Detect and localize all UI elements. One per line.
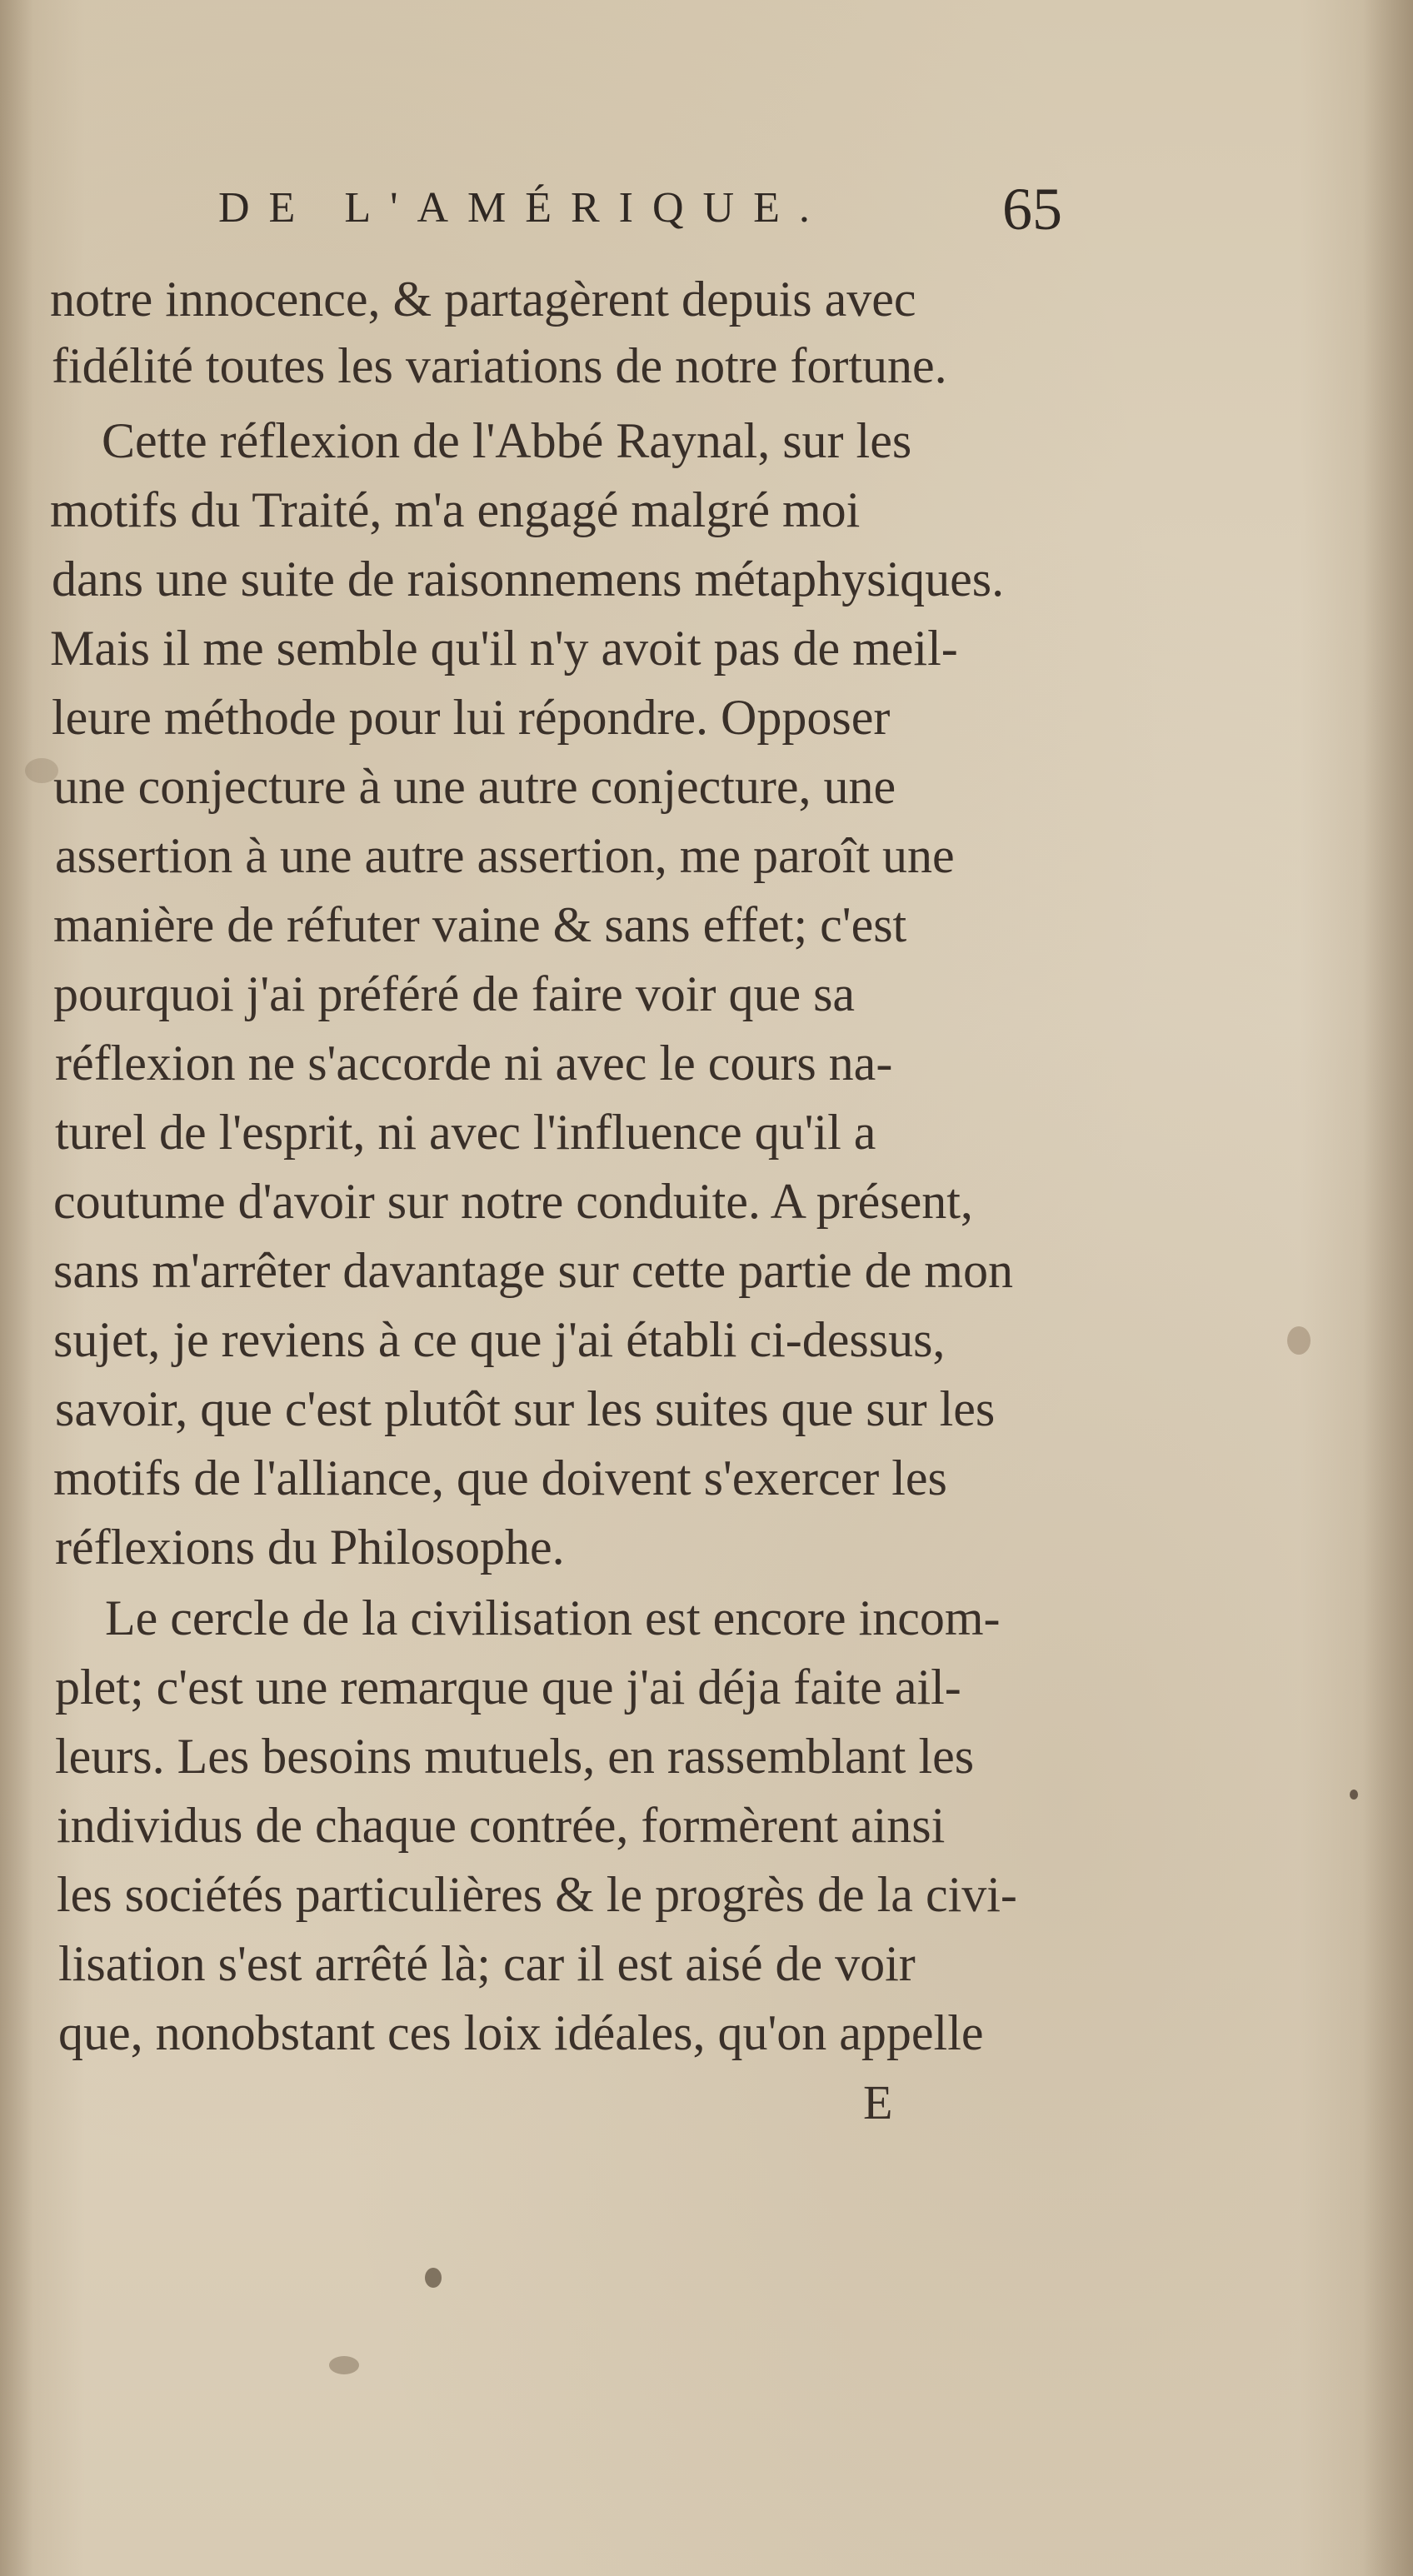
- signature-mark: E: [863, 2075, 893, 2129]
- running-title: DE L'AMÉRIQUE.: [218, 184, 829, 232]
- text-line: turel de l'esprit, ni avec l'influence qu'il a: [55, 1105, 876, 1160]
- text-line: Le cercle de la civilisation est encore incom-: [105, 1590, 1001, 1645]
- ink-spot: [25, 758, 58, 783]
- page-number: 65: [1002, 176, 1062, 242]
- right-page-edge-shadow: [1363, 0, 1413, 2576]
- text-line: Mais il me semble qu'il n'y avoit pas de meil-: [50, 621, 958, 676]
- text-line: pourquoi j'ai préféré de faire voir que sa: [53, 966, 856, 1021]
- text-line: fidélité toutes les variations de notre fortune.: [52, 338, 947, 393]
- text-line: manière de réfuter vaine & sans effet; c'est: [53, 897, 907, 952]
- text-line: Cette réflexion de l'Abbé Raynal, sur les: [102, 413, 912, 468]
- text-line: motifs de l'alliance, que doivent s'exercer les: [53, 1450, 947, 1505]
- text-line: coutume d'avoir sur notre conduite. A présent,: [53, 1174, 973, 1229]
- text-line: dans une suite de raisonnemens métaphysiques.: [52, 552, 1005, 607]
- ink-spot: [425, 2268, 442, 2288]
- text-line: réflexion ne s'accorde ni avec le cours na-: [55, 1036, 893, 1091]
- left-page-edge-shadow: [0, 0, 33, 2576]
- text-line: lisation s'est arrêté là; car il est aisé de voir: [58, 1936, 916, 1991]
- text-line: une conjecture à une autre conjecture, une: [53, 759, 896, 814]
- text-line: que, nonobstant ces loix idéales, qu'on appelle: [58, 2005, 984, 2060]
- text-line: motifs du Traité, m'a engagé malgré moi: [50, 482, 861, 537]
- text-line: sans m'arrêter davantage sur cette partie de mon: [53, 1243, 1013, 1298]
- text-line: assertion à une autre assertion, me paroît une: [55, 828, 955, 883]
- text-line: individus de chaque contrée, formèrent ainsi: [57, 1798, 946, 1853]
- ink-spot: [1287, 1326, 1311, 1355]
- ink-spot: [1350, 1790, 1358, 1800]
- text-line: savoir, que c'est plutôt sur les suites que sur les: [55, 1381, 996, 1436]
- text-line: notre innocence, & partagèrent depuis avec: [50, 272, 916, 327]
- body-text: [50, 258, 1091, 2091]
- text-line: réflexions du Philosophe.: [55, 1520, 565, 1575]
- text-line: sujet, je reviens à ce que j'ai établi ci-dessus,: [53, 1312, 946, 1367]
- text-line: les sociétés particulières & le progrès de la civi-: [57, 1867, 1017, 1922]
- ink-spot: [329, 2356, 359, 2374]
- text-line: leure méthode pour lui répondre. Opposer: [52, 690, 891, 745]
- text-line: leurs. Les besoins mutuels, en rassemblant les: [55, 1729, 975, 1784]
- text-line: plet; c'est une remarque que j'ai déja faite ail-: [55, 1660, 961, 1715]
- running-head: [218, 175, 1062, 242]
